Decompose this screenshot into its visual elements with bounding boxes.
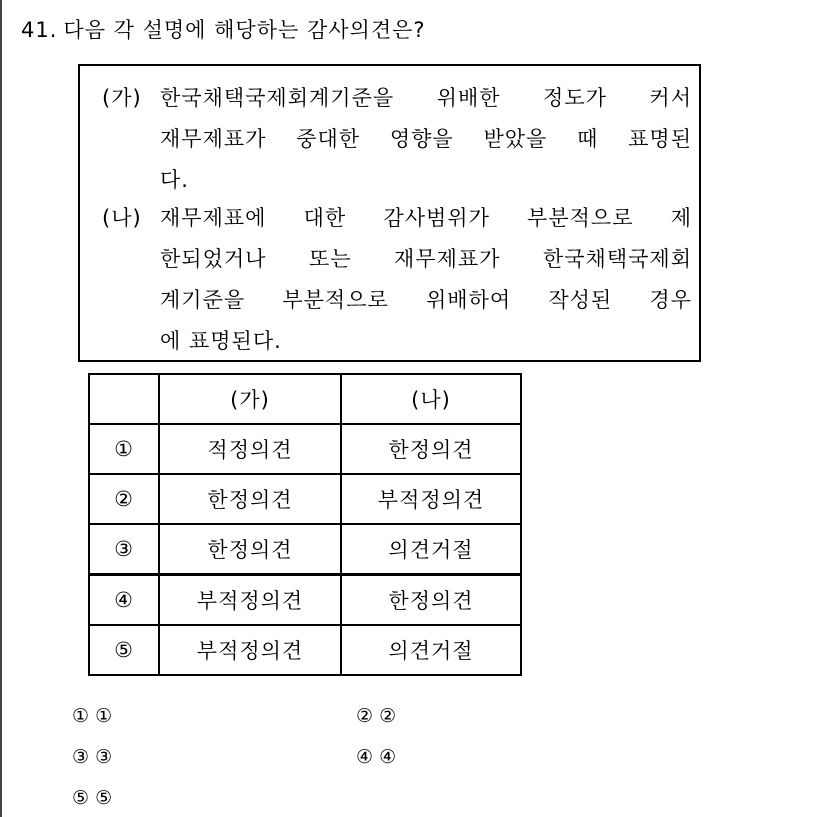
answer-value: ②: [379, 705, 397, 727]
answer-number: ②: [356, 705, 374, 727]
item-na-line-3: 계기준을 부분적으로 위배하여 작성된 경우: [160, 288, 692, 312]
table-cell: 의견거절: [341, 625, 521, 675]
answer-value: ④: [379, 746, 397, 768]
table-cell: 의견거절: [341, 524, 521, 575]
item-na-line-4: 에 표명된다.: [160, 329, 282, 353]
answer-option-1[interactable]: [72, 705, 112, 727]
table-row: [89, 474, 521, 524]
option-number-cell: ④: [89, 575, 159, 626]
option-number-cell: ②: [89, 474, 159, 524]
option-number-cell: ③: [89, 524, 159, 575]
table-cell: 부적정의견: [159, 575, 341, 626]
table-header-cell: (가): [159, 374, 341, 424]
answer-number: ④: [356, 746, 374, 768]
item-na-line-2: 한되었거나 또는 재무제표가 한국채택국제회: [160, 247, 692, 271]
item-mark-ga: (가): [102, 86, 142, 110]
answer-option-2[interactable]: [356, 705, 396, 727]
answer-value: ①: [95, 705, 113, 727]
option-number-cell: ①: [89, 424, 159, 474]
table-row: [89, 524, 521, 575]
item-ga-line-2: 재무제표가 중대한 영향을 받았을 때 표명된: [160, 127, 692, 151]
question-number: 41.: [21, 18, 58, 42]
table-header-cell: [89, 374, 159, 424]
answer-value: ③: [95, 746, 113, 768]
answer-option-5[interactable]: [72, 787, 112, 809]
description-box: [78, 64, 701, 362]
item-ga-line-3: 다.: [160, 168, 189, 192]
answer-option-4[interactable]: [356, 746, 396, 768]
option-number-cell: ⑤: [89, 625, 159, 675]
table-row: [89, 625, 521, 675]
table-header-row: [89, 374, 521, 424]
table-cell: 부적정의견: [159, 625, 341, 675]
table-cell: 적정의견: [159, 424, 341, 474]
question-stem: [21, 14, 426, 44]
item-na-line-1: 재무제표에 대한 감사범위가 부분적으로 제: [160, 206, 692, 230]
table-cell: 한정의견: [341, 575, 521, 626]
table-row: [89, 424, 521, 474]
table-cell: 한정의견: [341, 424, 521, 474]
table-cell: 부적정의견: [341, 474, 521, 524]
item-ga-line-1: 한국채택국제회계기준을 위배한 정도가 커서: [160, 86, 692, 110]
answer-value: ⑤: [95, 787, 113, 809]
item-mark-na: (나): [102, 206, 142, 230]
table-cell: 한정의견: [159, 474, 341, 524]
table-cell: 한정의견: [159, 524, 341, 575]
answer-option-3[interactable]: [72, 746, 112, 768]
answer-number: ①: [72, 705, 90, 727]
table-header-cell: (나): [341, 374, 521, 424]
question-text: 다음 각 설명에 해당하는 감사의견은?: [63, 18, 426, 42]
table-row: [89, 575, 521, 626]
answer-number: ③: [72, 746, 90, 768]
answer-number: ⑤: [72, 787, 90, 809]
choice-table: [88, 373, 522, 676]
left-margin-rule: [0, 0, 2, 817]
